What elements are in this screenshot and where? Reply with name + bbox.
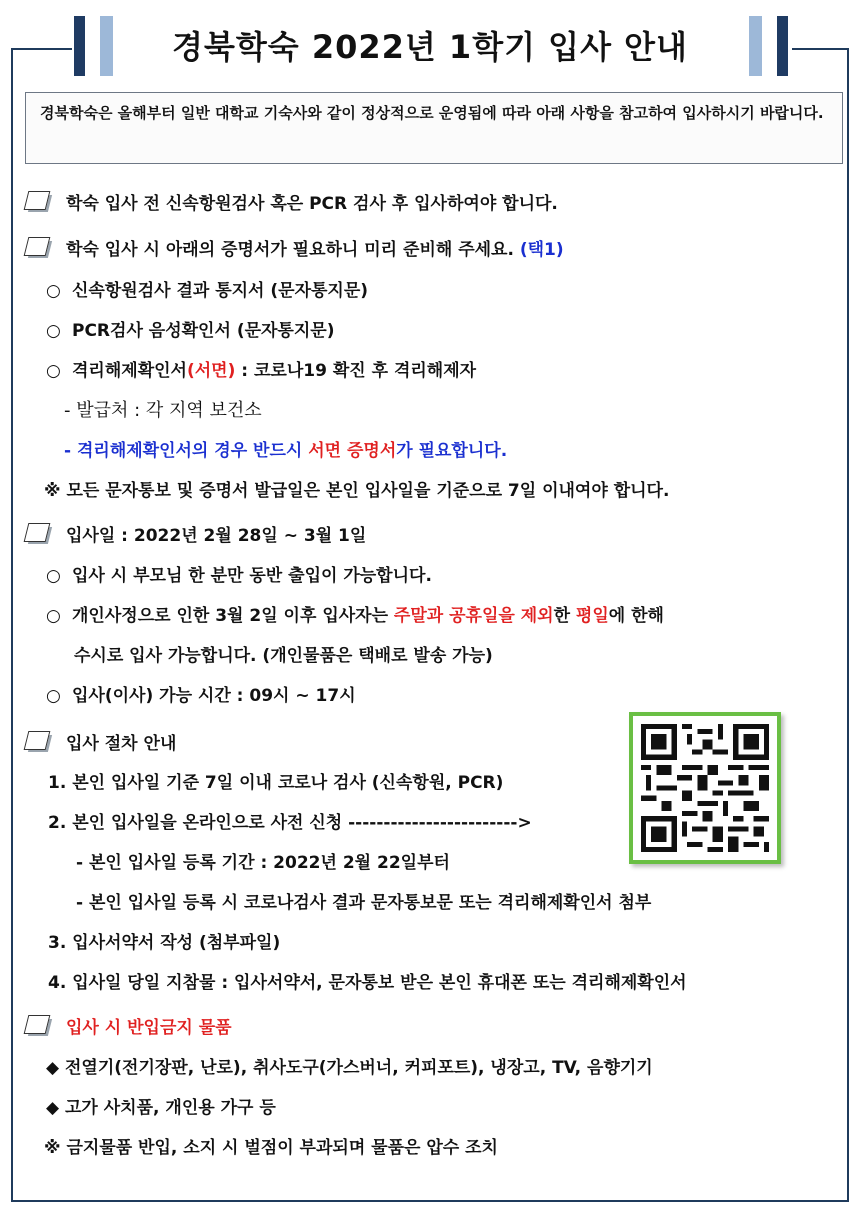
move-in-item-2-d: 평일 (575, 606, 609, 626)
checkbox-icon (23, 234, 53, 260)
intro-box: 경북학숙은 올해부터 일반 대학교 기숙사와 같이 정상적으로 운영됨에 따라 아래 사항을 참고하여 입사하시기 바랍니다. (25, 92, 843, 164)
move-in-item-2-e: 에 한해 (608, 606, 664, 626)
move-in-item-1: 입사 시 부모님 한 분만 동반 출입이 가능합니다. (72, 566, 432, 586)
procedure-step-1: 1. 본인 입사일 기준 7일 이내 코로나 검사 (신속항원, PCR) (48, 773, 504, 793)
warning-c: 가 필요합니다. (396, 441, 508, 461)
bullet-icon: ○ (46, 566, 61, 586)
move-in-item-2-c: 한 (553, 606, 576, 626)
section-1-text: 학숙 입사 전 신속항원검사 혹은 PCR 검사 후 입사하여야 합니다. (66, 194, 558, 214)
title-bar-right-light (749, 16, 762, 76)
bullet-icon: ○ (46, 361, 61, 381)
warning-a: - 격리해제확인서의 경우 반드시 (64, 441, 309, 461)
warning-b: 서면 증명서 (308, 441, 397, 461)
warning-line (64, 439, 507, 463)
move-in-item-3: 입사(이사) 가능 시간 : 09시 ~ 17시 (72, 686, 356, 706)
section-2-line (66, 238, 564, 262)
procedure-step-3: 3. 입사서약서 작성 (첨부파일) (48, 933, 281, 953)
checkbox-icon (23, 728, 53, 754)
move-in-item-2-b: 주말과 공휴일을 제외 (393, 606, 554, 626)
checkbox-icon (23, 1012, 53, 1038)
cert-item-2: PCR검사 음성확인서 (문자통지문) (72, 321, 335, 341)
cert-item-3 (72, 359, 476, 383)
page-title: 경북학숙 2022년 1학기 입사 안내 (172, 28, 688, 66)
checkbox-icon (23, 188, 53, 214)
title-bar-right-dark (777, 16, 788, 76)
qr-code-icon[interactable] (629, 712, 781, 864)
section-2-text: 학숙 입사 시 아래의 증명서가 필요하니 미리 준비해 주세요. (66, 240, 514, 260)
section-4-text: 입사 절차 안내 (66, 734, 177, 754)
bullet-icon: ○ (46, 606, 61, 626)
procedure-step-2-sub-2: - 본인 입사일 등록 시 코로나검사 결과 문자통보문 또는 격리해제확인서 첨부 (76, 893, 652, 913)
section-5-notice: ※ 금지물품 반입, 소지 시 벌점이 부과되며 물품은 압수 조치 (44, 1138, 498, 1158)
bullet-icon: ○ (46, 321, 61, 341)
title-bar-left-dark (74, 16, 85, 76)
checkbox-icon (23, 520, 53, 546)
move-in-item-2-a: 개인사정으로 인한 3월 2일 이후 입사자는 (72, 606, 394, 626)
procedure-step-2-sub-1: - 본인 입사일 등록 기간 : 2022년 2월 22일부터 (76, 853, 450, 873)
section-2-notice: ※ 모든 문자통보 및 증명서 발급일은 본인 입사일을 기준으로 7일 이내여야 합니다. (44, 481, 670, 501)
cert-item-3-b: (서면) (186, 361, 236, 381)
bullet-icon: ○ (46, 281, 61, 301)
bullet-icon: ○ (46, 686, 61, 706)
cert-item-3-c: : 코로나19 확진 후 격리해제자 (235, 361, 477, 381)
prohibited-item-1: ◆ 전열기(전기장판, 난로), 취사도구(가스버너, 커피포트), 냉장고, TV, 음향기기 (46, 1058, 653, 1078)
cert-item-1: 신속항원검사 결과 통지서 (문자통지문) (72, 281, 369, 301)
issuer-text: - 발급처 : 각 지역 보건소 (64, 400, 262, 421)
procedure-step-2: 2. 본인 입사일을 온라인으로 사전 신청 ------------------------> (48, 813, 532, 833)
section-2-note: (택1) (519, 240, 564, 260)
title-bar-left-light (100, 16, 113, 76)
move-in-item-2-cont: 수시로 입사 가능합니다. (개인물품은 택배로 발송 가능) (74, 646, 493, 666)
cert-item-3-a: 격리해제확인서 (72, 361, 187, 381)
move-in-item-2 (72, 604, 664, 628)
section-3-text: 입사일 : 2022년 2월 28일 ~ 3월 1일 (66, 526, 367, 546)
procedure-step-4: 4. 입사일 당일 지참물 : 입사서약서, 문자통보 받은 본인 휴대폰 또는 격리해제확인서 (48, 973, 687, 993)
section-5-text: 입사 시 반입금지 물품 (66, 1018, 232, 1038)
prohibited-item-2: ◆ 고가 사치품, 개인용 가구 등 (46, 1098, 276, 1118)
